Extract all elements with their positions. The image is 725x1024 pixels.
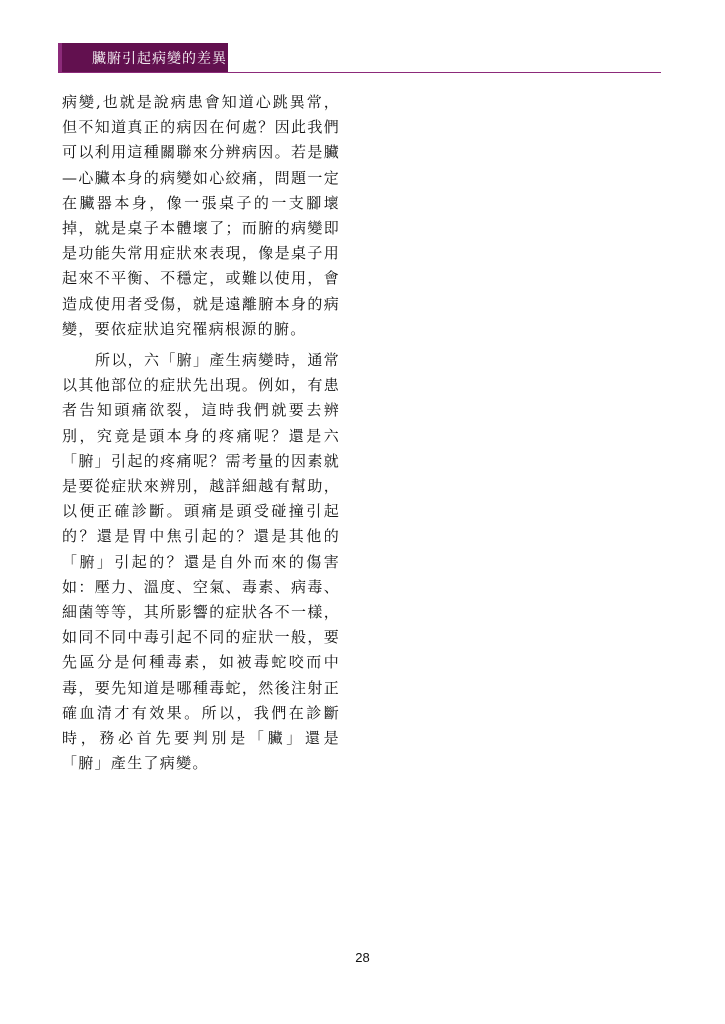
page-number: 28	[355, 950, 370, 965]
article-body	[62, 90, 340, 776]
header-divider	[58, 72, 661, 73]
chapter-title: 臟腑引起病變的差異	[92, 51, 227, 67]
paragraph-1: 病變,也就是說病患會知道心跳異常，但不知道真正的病因在何處？因此我們可以利用這種關聯來分辨病因。若是臟—心臟本身的病變如心絞痛，問題一定在臟器本身，像一張桌子的一支腳壞掉，就是桌子本體壞了；而腑的病變即是功能失常用症狀來表現，像是桌子用起來不平衡、不穩定，或難以使用，會造成使用者受傷，就是遠離腑本身的病變，要依症狀追究罹病根源的腑。	[62, 93, 340, 338]
header-accent-stripe	[58, 43, 62, 73]
paragraph-2: 所以，六「腑」產生病變時，通常以其他部位的症狀先出現。例如，有患者告知頭痛欲裂，這時我們就要去辨別，究竟是頭本身的疼痛呢？還是六「腑」引起的疼痛呢？需考量的因素就是要從症狀來辨別，越詳細越有幫助，以便正確診斷。頭痛是頭受碰撞引起的？還是胃中焦引起的？還是其他的「腑」引起的？還是自外而來的傷害如：壓力、溫度、空氣、毒素、病毒、細菌等等，其所影響的症狀各不一樣，如同不同中毒引起不同的症狀一般，要先區分是何種毒素，如被毒蛇咬而中毒，要先知道是哪種毒蛇，然後注射正確血清才有效果。所以，我們在診斷時，務必首先要判別是「臟」還是「腑」產生了病變。	[62, 351, 340, 773]
